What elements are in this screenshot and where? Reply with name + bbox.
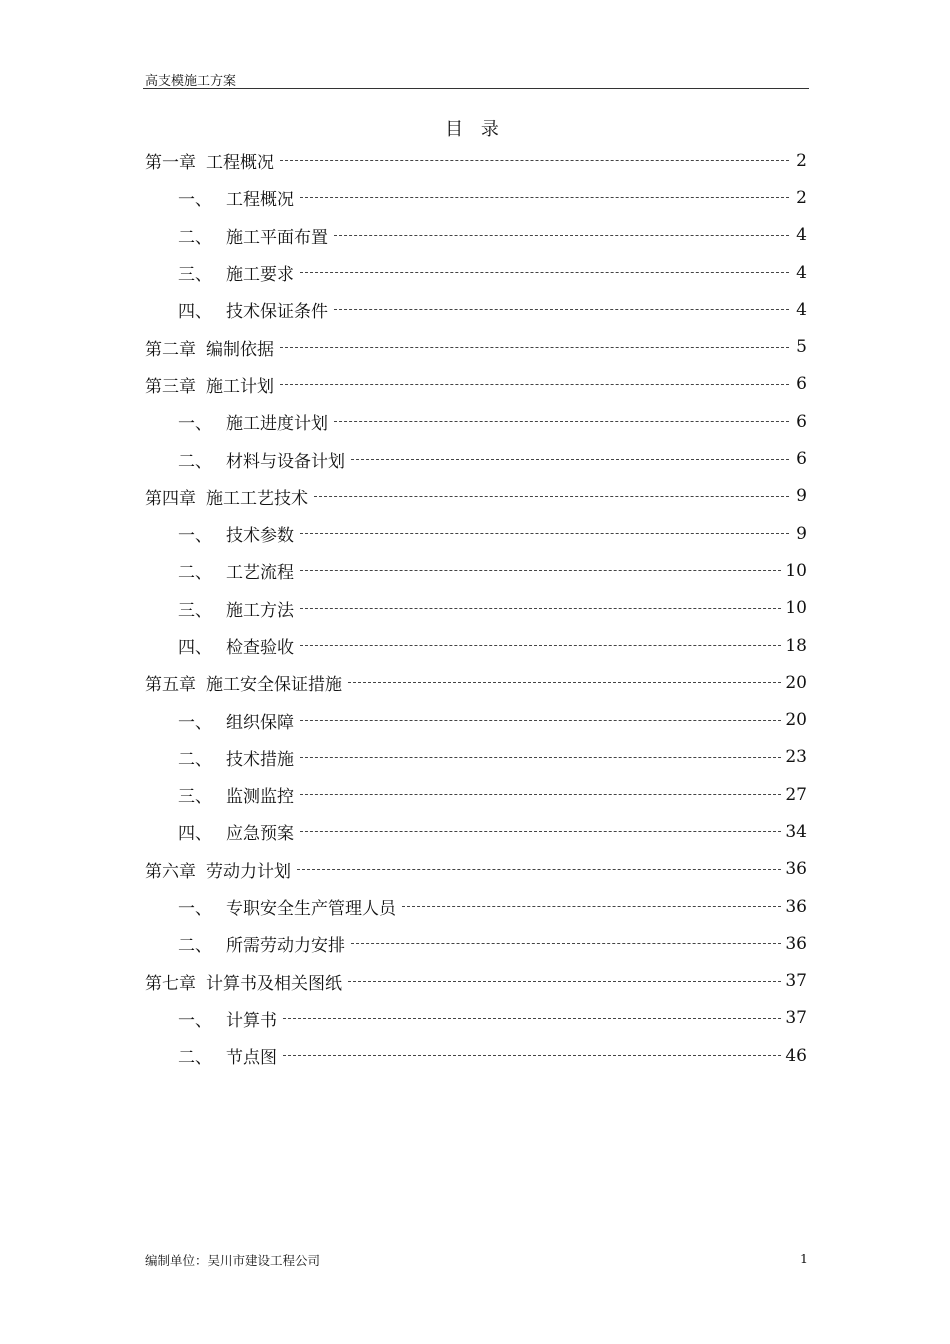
toc-page-number: 37 <box>785 1008 807 1029</box>
toc-page-number: 20 <box>785 710 807 731</box>
toc-entry-number: 一、 <box>178 526 212 547</box>
toc-entry-title: 计算书及相关图纸 <box>206 973 342 994</box>
toc-chapter-entry[interactable] <box>145 664 807 701</box>
toc-entry-title: 施工平面布置 <box>226 227 328 248</box>
toc-leader-dashes <box>283 1018 781 1019</box>
toc-entry-title: 技术保证条件 <box>226 302 328 323</box>
toc-leader-dashes <box>300 608 781 609</box>
toc-section-entry[interactable] <box>145 254 807 291</box>
toc-page-number: 4 <box>796 262 807 283</box>
toc-entry-number: 二、 <box>178 563 212 584</box>
toc-page-number: 4 <box>796 225 807 246</box>
toc-leader-dashes <box>351 459 789 460</box>
toc-entry-title: 施工安全保证措施 <box>206 675 342 696</box>
toc-section-entry[interactable] <box>145 179 807 216</box>
footer-unit: 编制单位：吴川市建设工程公司 <box>145 1253 321 1268</box>
toc-entry-number: 二、 <box>178 227 212 248</box>
toc-entry-number: 一、 <box>178 899 212 920</box>
toc-leader-dashes <box>280 384 789 385</box>
toc-leader-dashes <box>314 496 789 497</box>
toc-leader-dashes <box>280 347 789 348</box>
toc-entry-title: 计算书 <box>226 1010 277 1031</box>
toc-entry-title: 施工计划 <box>206 376 274 397</box>
toc-leader-dashes <box>297 869 781 870</box>
toc-entry-number: 第四章 <box>145 488 196 509</box>
header-title: 高支模施工方案 <box>145 74 237 89</box>
toc-entry-label <box>178 521 294 546</box>
toc-entry-number: 第三章 <box>145 376 196 397</box>
toc-leader-dashes <box>283 1055 781 1056</box>
toc-leader-dashes <box>348 981 781 982</box>
toc-section-entry[interactable] <box>145 925 807 962</box>
toc-entry-label <box>145 148 274 173</box>
toc-leader-dashes <box>300 831 781 832</box>
toc-entry-title: 应急预案 <box>226 824 294 845</box>
toc-leader-dashes <box>334 421 789 422</box>
table-of-contents <box>145 142 807 1074</box>
toc-section-entry[interactable] <box>145 590 807 627</box>
toc-page-number: 37 <box>785 971 807 992</box>
toc-entry-title: 劳动力计划 <box>206 861 291 882</box>
toc-entry-label <box>178 633 294 658</box>
toc-section-entry[interactable] <box>145 627 807 664</box>
toc-entry-number: 第七章 <box>145 973 196 994</box>
toc-entry-title: 专职安全生产管理人员 <box>226 899 396 920</box>
toc-entry-label <box>145 857 291 882</box>
toc-entry-title: 工程概况 <box>206 153 274 174</box>
toc-section-entry[interactable] <box>145 888 807 925</box>
toc-section-entry[interactable] <box>145 1037 807 1074</box>
toc-section-entry[interactable] <box>145 515 807 552</box>
toc-entry-number: 三、 <box>178 265 212 286</box>
toc-entry-number: 一、 <box>178 1010 212 1031</box>
toc-entry-number: 二、 <box>178 936 212 957</box>
toc-leader-dashes <box>300 272 789 273</box>
toc-page-number: 4 <box>796 299 807 320</box>
toc-entry-label <box>178 745 294 770</box>
toc-chapter-entry[interactable] <box>145 478 807 515</box>
toc-entry-label <box>178 447 345 472</box>
toc-entry-number: 第二章 <box>145 339 196 360</box>
toc-entry-label <box>178 297 328 322</box>
toc-chapter-entry[interactable] <box>145 142 807 179</box>
toc-entry-label <box>178 782 294 807</box>
toc-entry-label <box>178 185 294 210</box>
toc-entry-label <box>145 372 274 397</box>
toc-entry-title: 材料与设备计划 <box>226 451 345 472</box>
toc-leader-dashes <box>351 943 781 944</box>
toc-entry-label <box>178 558 294 583</box>
toc-entry-label <box>145 484 308 509</box>
toc-entry-label <box>145 670 342 695</box>
toc-section-entry[interactable] <box>145 813 807 850</box>
toc-section-entry[interactable] <box>145 217 807 254</box>
toc-page-number: 9 <box>796 523 807 544</box>
toc-leader-dashes <box>300 570 781 571</box>
toc-entry-title: 节点图 <box>226 1048 277 1069</box>
toc-entry-number: 四、 <box>178 302 212 323</box>
toc-leader-dashes <box>300 645 781 646</box>
toc-entry-title: 监测监控 <box>226 787 294 808</box>
toc-entry-label <box>178 223 328 248</box>
toc-section-entry[interactable] <box>145 739 807 776</box>
toc-entry-number: 二、 <box>178 1048 212 1069</box>
toc-entry-label <box>178 409 328 434</box>
toc-page-number: 6 <box>796 449 807 470</box>
toc-entry-number: 四、 <box>178 824 212 845</box>
toc-page-number: 20 <box>785 672 807 693</box>
toc-entry-title: 技术参数 <box>226 526 294 547</box>
toc-page-number: 9 <box>796 486 807 507</box>
toc-entry-number: 一、 <box>178 190 212 211</box>
header-divider <box>143 88 809 89</box>
toc-entry-title: 工艺流程 <box>226 563 294 584</box>
toc-page-number: 2 <box>796 150 807 171</box>
toc-entry-label <box>178 931 345 956</box>
toc-leader-dashes <box>348 682 781 683</box>
toc-entry-title: 工程概况 <box>226 190 294 211</box>
toc-section-entry[interactable] <box>145 776 807 813</box>
toc-entry-title: 施工要求 <box>226 265 294 286</box>
toc-leader-dashes <box>280 160 789 161</box>
toc-chapter-entry[interactable] <box>145 963 807 1000</box>
toc-leader-dashes <box>334 235 789 236</box>
toc-entry-label <box>178 1043 277 1068</box>
toc-entry-title: 施工方法 <box>226 600 294 621</box>
toc-entry-number: 三、 <box>178 787 212 808</box>
toc-entry-number: 第五章 <box>145 675 196 696</box>
toc-entry-number: 四、 <box>178 638 212 658</box>
toc-chapter-entry[interactable] <box>145 851 807 888</box>
toc-page-number: 2 <box>796 187 807 208</box>
toc-entry-title: 施工工艺技术 <box>206 488 308 509</box>
toc-entry-number: 第一章 <box>145 153 196 174</box>
toc-page-number: 27 <box>785 784 807 805</box>
toc-chapter-entry[interactable] <box>145 366 807 403</box>
toc-entry-number: 一、 <box>178 712 212 733</box>
toc-entry-label <box>178 894 396 919</box>
toc-section-entry[interactable] <box>145 701 807 738</box>
toc-page-number: 6 <box>796 374 807 395</box>
toc-entry-title: 组织保障 <box>226 712 294 733</box>
toc-entry-label <box>178 819 294 844</box>
toc-section-entry[interactable] <box>145 403 807 440</box>
toc-leader-dashes <box>300 757 781 758</box>
toc-entry-label <box>178 1006 277 1031</box>
footer-page-number: 1 <box>800 1251 808 1266</box>
toc-entry-title: 检查验收 <box>226 638 294 658</box>
toc-page-number: 36 <box>785 933 807 954</box>
toc-leader-dashes <box>300 533 789 534</box>
toc-entry-label <box>145 969 342 994</box>
toc-entry-title: 编制依据 <box>206 339 274 360</box>
toc-leader-dashes <box>402 906 781 907</box>
toc-page-number: 46 <box>785 1045 807 1066</box>
toc-page-number: 5 <box>796 337 807 358</box>
toc-entry-number: 二、 <box>178 749 212 770</box>
toc-section-entry[interactable] <box>145 1000 807 1037</box>
toc-page-number: 34 <box>785 821 807 842</box>
toc-entry-number: 三、 <box>178 600 212 621</box>
toc-page-number: 36 <box>785 859 807 880</box>
toc-chapter-entry[interactable] <box>145 328 807 365</box>
toc-entry-number: 第六章 <box>145 861 196 882</box>
toc-entry-title: 技术措施 <box>226 749 294 770</box>
toc-title: 目 录 <box>445 119 505 140</box>
toc-entry-label <box>178 596 294 621</box>
toc-page-number: 10 <box>785 598 807 619</box>
toc-entry-label <box>178 708 294 733</box>
toc-page-number: 18 <box>785 635 807 656</box>
toc-entry-label <box>145 335 274 360</box>
toc-page-number: 23 <box>785 747 807 768</box>
toc-page-number: 6 <box>796 411 807 432</box>
toc-leader-dashes <box>300 720 781 721</box>
toc-entry-title: 施工进度计划 <box>226 414 328 435</box>
toc-page-number: 10 <box>785 560 807 581</box>
toc-entry-label <box>178 260 294 285</box>
toc-entry-number: 一、 <box>178 414 212 435</box>
toc-page-number: 36 <box>785 896 807 917</box>
toc-section-entry[interactable] <box>145 552 807 589</box>
toc-entry-title: 所需劳动力安排 <box>226 936 345 957</box>
toc-leader-dashes <box>300 794 781 795</box>
toc-section-entry[interactable] <box>145 291 807 328</box>
toc-leader-dashes <box>334 309 789 310</box>
toc-section-entry[interactable] <box>145 440 807 477</box>
toc-entry-number: 二、 <box>178 451 212 472</box>
toc-leader-dashes <box>300 197 789 198</box>
